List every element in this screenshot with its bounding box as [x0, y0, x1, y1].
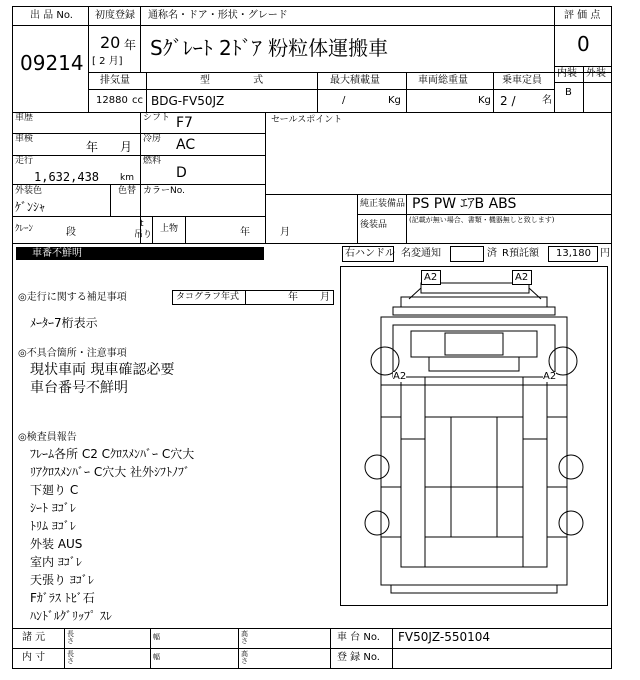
upper-body-year-unit: 年: [240, 227, 250, 238]
equipment-label: 純正装備品: [360, 199, 406, 209]
fare-mark: 済: [487, 248, 497, 259]
steering-side: 右ハンドル: [342, 246, 394, 262]
seating-capacity-unit: 名: [542, 95, 552, 106]
mileage-label: 走行: [15, 156, 34, 166]
displacement: 12880: [96, 95, 128, 106]
damage-mark: A2: [393, 371, 407, 382]
tachograph-label: タコグラフ年式: [176, 292, 240, 302]
damage-mark: A2: [421, 270, 441, 285]
color-label: 外装色: [15, 186, 43, 196]
name-change-box: [450, 246, 484, 262]
dimensions-label: 諸 元: [22, 632, 46, 643]
driving-notes-title: ◎走行に関する補足事項: [18, 292, 127, 303]
height-label: 高さ: [241, 630, 248, 645]
lot-no: 09214: [20, 51, 84, 75]
interior-grade: B: [565, 87, 572, 98]
chassis-no: FV50JZ-550104: [398, 630, 491, 644]
inspector-line: Fｶﾞﾗｽ ﾄﾋﾞ石: [30, 591, 95, 605]
defects-title: ◎不具合箇所・注意事項: [18, 348, 127, 359]
name-change-label: 名変通知: [401, 248, 441, 259]
tachograph-year-unit: 年: [288, 292, 298, 303]
interior-grade-label: 内装: [557, 68, 577, 79]
equipment-value: PS PW ｴｱB ABS: [412, 196, 517, 212]
length-label: 長さ: [67, 650, 74, 665]
inspector-line: ｼｰﾄ ﾖｺﾞﾚ: [30, 501, 76, 515]
lot-no-label: 出 品 No.: [30, 10, 73, 21]
sales-point-label: セールスポイント: [271, 115, 343, 125]
ac-value: AC: [176, 137, 196, 153]
capacity-label: 乗車定員: [502, 75, 542, 86]
max-load: /: [342, 95, 346, 106]
fuel-label: 燃料: [143, 156, 162, 166]
registration-month: [ 2 月]: [92, 56, 123, 67]
fuel-value: D: [176, 165, 187, 181]
recycle-tax-unit: 円: [600, 248, 610, 259]
model-code: BDG-FV50JZ: [151, 94, 225, 108]
crane-ton-unit: t: [140, 219, 144, 229]
model-name: Sｸﾞﾚｰﾄ 2ﾄﾞｱ 粉粒体運搬車: [150, 36, 389, 60]
defect-line: 現状車両 現車確認必要: [30, 362, 175, 378]
chassis-no-label: 車 台 No.: [337, 632, 380, 643]
overall-score: 0: [577, 32, 590, 56]
max-load-unit: Kg: [388, 95, 401, 106]
length-label: 長さ: [67, 630, 74, 645]
no-plate-badge: 車番不鮮明: [16, 247, 264, 260]
shift-value: F7: [176, 115, 193, 131]
crane-label: ｸﾚｰﾝ: [15, 224, 34, 234]
aftermarket-label: 後装品: [360, 220, 388, 230]
upper-body-month-unit: 月: [280, 227, 290, 238]
inspector-line: 天張り ﾖｺﾞﾚ: [30, 573, 94, 587]
inspection-month-unit: 月: [120, 140, 133, 154]
tachograph-month-unit: 月: [320, 292, 330, 303]
color-change-label: 色替: [118, 186, 137, 196]
defect-line: 車台番号不鮮明: [30, 380, 128, 396]
exterior-grade-label: 外装: [586, 68, 606, 79]
crane-stage-unit: 段: [66, 227, 76, 238]
inspector-line: ﾌﾚｰﾑ各所 C2 Cｸﾛｽﾒﾝﾊﾞｰ C穴大: [30, 447, 195, 461]
displacement-label: 排気量: [100, 75, 130, 86]
registration-no-label: 登 録 No.: [337, 652, 380, 663]
damage-diagram: [340, 266, 608, 606]
inspector-line: ﾄﾘﾑ ﾖｺﾞﾚ: [30, 519, 76, 533]
color-value: ｹﾞﾝｼｬ: [15, 200, 46, 214]
seating-capacity: 2 /: [500, 94, 516, 108]
inspection-label: 車検: [15, 134, 34, 144]
width-label: 幅: [153, 633, 160, 641]
score-label: 評 価 点: [564, 10, 601, 21]
model-code-label: 型 式: [200, 75, 264, 86]
recycle-tax-value: 13,180: [556, 248, 591, 259]
aftermarket-note: (記載が無い場合、書類・機器無しと致します): [409, 216, 555, 224]
mileage-value: 1,632,438: [34, 170, 100, 184]
first-registration-label: 初度登録: [95, 10, 135, 21]
damage-mark: A2: [512, 270, 532, 285]
color-no-label: カラーNo.: [143, 186, 185, 196]
registration-year: 20: [100, 33, 121, 52]
height-label: 高さ: [241, 650, 248, 665]
recycle-tax-label: R預託額: [502, 248, 539, 259]
driving-note: ﾒｰﾀｰ7桁表示: [30, 316, 98, 330]
inspector-line: ﾘｱｸﾛｽﾒﾝﾊﾞｰ C穴大 社外ｼﾌﾄﾉﾌﾞ: [30, 465, 191, 479]
ac-label: 冷房: [143, 134, 162, 144]
inspector-line: ﾊﾝﾄﾞﾙｸﾞﾘｯﾌﾟ ｽﾚ: [30, 609, 112, 623]
crane-hoist-unit: 吊り: [134, 230, 153, 240]
gross-weight-unit: Kg: [478, 95, 491, 106]
shift-label: シフト: [143, 113, 171, 123]
interior-dimensions-label: 内 寸: [22, 652, 46, 663]
damage-mark: A2: [543, 371, 557, 382]
max-load-label: 最大積載量: [330, 75, 380, 86]
inspector-line: 室内 ﾖｺﾞﾚ: [30, 555, 82, 569]
gross-weight-label: 車両総重量: [418, 75, 468, 86]
width-label: 幅: [153, 653, 160, 661]
mileage-unit: km: [120, 173, 134, 183]
inspection-year-unit: 年: [86, 140, 99, 154]
truck-diagram-svg: [341, 267, 607, 605]
model-description-label: 通称名・ドア・形状・グレード: [148, 10, 288, 21]
displacement-unit: cc: [132, 95, 143, 106]
upper-body-label: 上物: [160, 224, 179, 234]
inspector-title: ◎検査員報告: [18, 432, 77, 443]
inspector-line: 外装 AUS: [30, 537, 83, 551]
inspector-line: 下廻り C: [30, 483, 79, 497]
registration-year-unit: 年: [124, 38, 137, 52]
history-label: 車歴: [15, 113, 34, 123]
